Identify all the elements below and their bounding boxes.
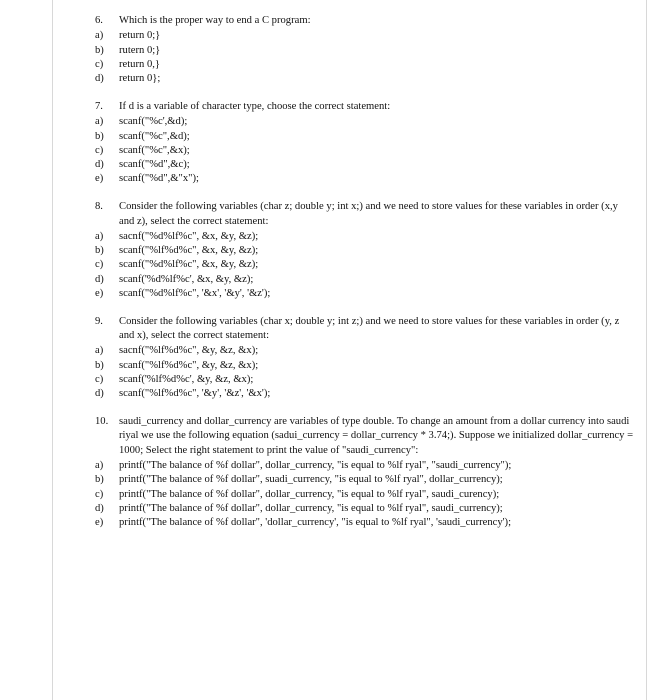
option-text: printf("The balance of %f dollar", suadi_currency, "is equal to %lf ryal", dollar_currency); [119, 474, 503, 486]
option-text: printf("The balance of %f dollar", dollar_currency, "is equal to %lf ryal", saudi_currency); [119, 502, 503, 514]
option-b[interactable] [95, 244, 635, 258]
option-e[interactable] [95, 516, 635, 530]
option-text: sacnf("%lf%d%c", &y, &z, &x); [119, 345, 259, 357]
question-10 [95, 415, 635, 530]
option-text: printf("The balance of %f dollar", dollar_currency, "is equal to %lf ryal", saudi_curency); [119, 488, 500, 500]
question-number: 8. [95, 201, 103, 213]
question-stem [95, 200, 635, 229]
question-8 [95, 200, 635, 301]
option-list [95, 115, 635, 186]
option-b[interactable] [95, 44, 635, 58]
option-text: scanf('%d%lf%c', &x, &y, &z); [119, 273, 254, 285]
option-list [95, 344, 635, 401]
option-list [95, 459, 635, 530]
option-c[interactable] [95, 258, 635, 272]
option-text: rutern 0;} [119, 44, 161, 56]
option-text: scanf("%d%lf%c", &x, &y, &z); [119, 259, 259, 271]
option-text: scanf("%d%lf%c", '&x', '&y', '&z'); [119, 288, 271, 300]
question-list [95, 14, 635, 544]
question-7 [95, 100, 635, 187]
option-d[interactable] [95, 502, 635, 516]
option-list [95, 230, 635, 301]
option-b[interactable] [95, 130, 635, 144]
question-stem [95, 415, 635, 458]
option-text: printf("The balance of %f dollar", dollar_currency, "is equal to %lf ryal", "saudi_currency"); [119, 460, 512, 472]
option-letter: a) [95, 345, 104, 357]
option-c[interactable] [95, 144, 635, 158]
option-text: scanf("%lf%d%c", &x, &y, &z); [119, 245, 259, 257]
question-stem [95, 14, 635, 28]
option-text: scanf("%c",&x); [119, 144, 190, 156]
question-text: Consider the following variables (char z; double y; int x;) and we need to store values for these variables in order (x,y and z), select the correct statement: [119, 201, 618, 227]
option-a[interactable] [95, 230, 635, 244]
option-letter: d) [95, 73, 104, 85]
option-e[interactable] [95, 287, 635, 301]
option-text: return 0,} [119, 58, 160, 70]
option-c[interactable] [95, 58, 635, 72]
option-text: scanf("%lf%d%c", &y, &z, &x); [119, 359, 259, 371]
option-b[interactable] [95, 359, 635, 373]
option-text: scanf("%lf%d%c", '&y', '&z', '&x'); [119, 388, 271, 400]
question-text: Which is the proper way to end a C program: [119, 15, 311, 26]
option-letter: d) [95, 273, 104, 285]
option-letter: a) [95, 30, 104, 42]
option-letter: c) [95, 58, 104, 70]
option-text: sacnf("%d%lf%c", &x, &y, &z); [119, 230, 259, 242]
question-9 [95, 315, 635, 402]
option-letter: d) [95, 388, 104, 400]
question-stem [95, 315, 635, 344]
question-text: Consider the following variables (char x; double y; int z;) and we need to store values for these variables in order (y, z and x), select the correct statement: [119, 315, 620, 342]
option-letter: b) [95, 245, 104, 257]
option-text: return 0;} [119, 30, 161, 42]
option-text: printf("The balance of %f dollar", 'dollar_currency', "is equal to %lf ryal", 'saudi_currency'); [119, 517, 512, 529]
option-text: return 0}; [119, 73, 161, 85]
option-letter: c) [95, 488, 104, 500]
page-border-right [646, 0, 647, 700]
option-c[interactable] [95, 373, 635, 387]
option-d[interactable] [95, 387, 635, 401]
option-letter: b) [95, 474, 104, 486]
question-number: 10. [95, 416, 109, 428]
option-letter: b) [95, 44, 104, 56]
option-d[interactable] [95, 158, 635, 172]
option-letter: a) [95, 230, 104, 242]
option-letter: c) [95, 144, 104, 156]
option-letter: e) [95, 517, 104, 529]
option-e[interactable] [95, 172, 635, 186]
option-text: scanf("%d",&"x"); [119, 173, 199, 185]
option-a[interactable] [95, 115, 635, 129]
option-letter: a) [95, 116, 104, 128]
option-text: scanf("%c',&d); [119, 116, 188, 128]
option-a[interactable] [95, 459, 635, 473]
option-letter: c) [95, 374, 104, 386]
option-d[interactable] [95, 273, 635, 287]
option-d[interactable] [95, 72, 635, 86]
question-text: saudi_currency and dollar_currency are variables of type double. To change an amount from a dollar currency into saudi riyal we use the following equation (sadui_currency = dollar_currency * 3.74;). Suppose we initialized dollar_currency = 1000; Select the right statement to print the value of "saudi_currency": [119, 416, 634, 456]
question-number: 6. [95, 15, 103, 26]
option-text: scanf('%lf%d%c', &y, &z, &x); [119, 374, 254, 386]
option-text: scanf("%d",&c); [119, 159, 190, 171]
option-letter: e) [95, 173, 104, 185]
option-list [95, 29, 635, 86]
option-letter: d) [95, 159, 104, 171]
option-a[interactable] [95, 344, 635, 358]
question-6 [95, 14, 635, 86]
option-letter: a) [95, 460, 104, 472]
option-b[interactable] [95, 473, 635, 487]
option-letter: e) [95, 288, 104, 300]
question-number: 7. [95, 100, 103, 112]
question-text: If d is a variable of character type, choose the correct statement: [119, 100, 391, 112]
option-a[interactable] [95, 29, 635, 43]
page-border-left [52, 0, 53, 700]
option-letter: b) [95, 359, 104, 371]
question-stem [95, 100, 635, 114]
option-letter: c) [95, 259, 104, 271]
question-number: 9. [95, 315, 103, 327]
option-letter: b) [95, 130, 104, 142]
option-c[interactable] [95, 488, 635, 502]
option-text: scanf("%c",&d); [119, 130, 190, 142]
option-letter: d) [95, 502, 104, 514]
